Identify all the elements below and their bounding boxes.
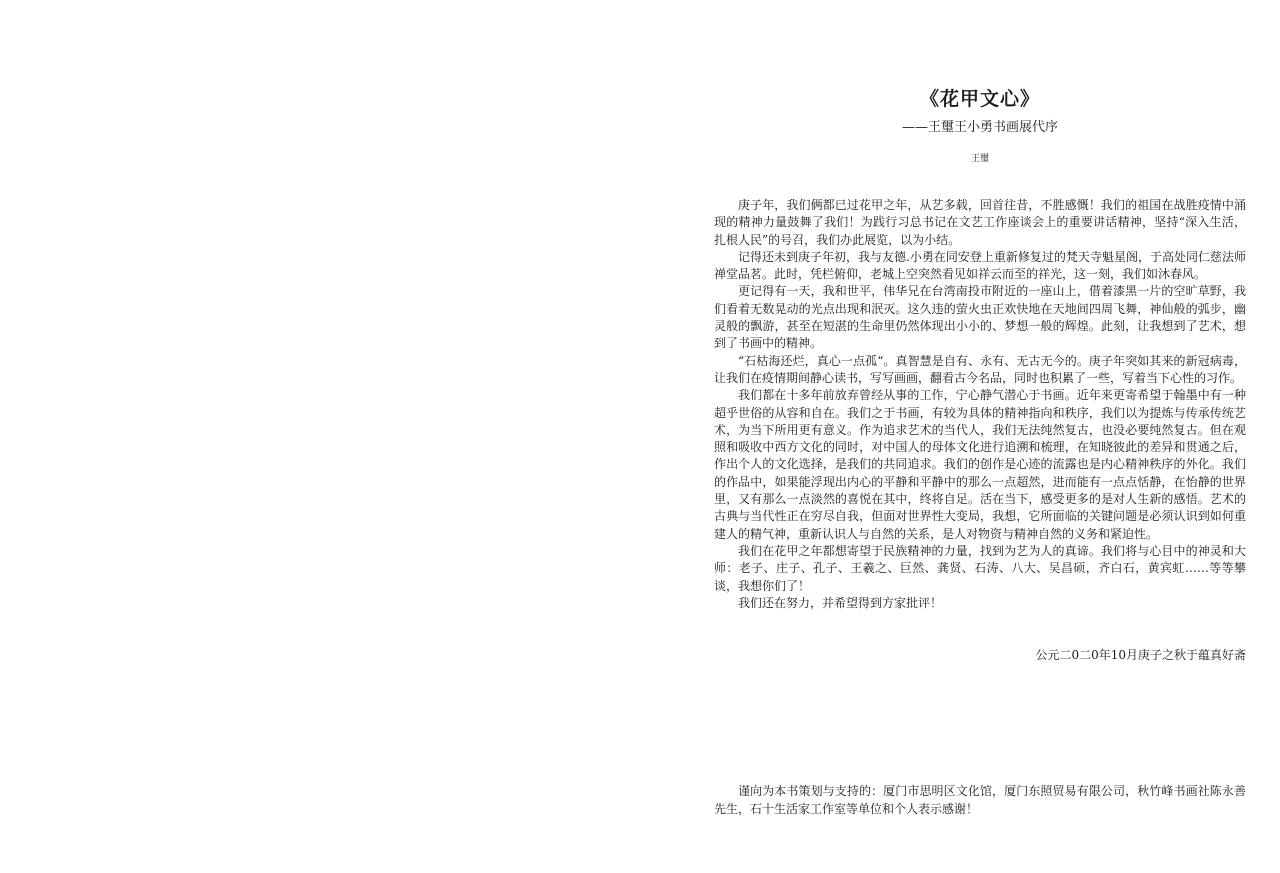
date-signature: 公元二0二0年10月庚子之秋于蕴真好斋 bbox=[1035, 648, 1246, 662]
document-subtitle: ——王璽王小勇书画展代序 bbox=[901, 120, 1058, 135]
author-name: 王璽 bbox=[970, 154, 989, 164]
paragraph: 记得还未到庚子年初，我与友德.小勇在同安登上重新修复过的梵天寺魁星阁，于高处同仁慈法师禅堂品茗。此时，凭栏俯仰，老城上空突然看见如祥云而至的祥光，这一刻，我们如沐春风。 bbox=[714, 249, 1246, 282]
right-page bbox=[714, 0, 1246, 873]
paragraph: 更记得有一天，我和世平，伟华兄在台湾南投市附近的一座山上，借着漆黑一片的空旷草野，我们看着无数晃动的光点出现和泯灭。这久违的萤火虫正欢快地在天地间四周飞舞，神仙般的弧步，幽灵般的飘游，甚至在短湛的生命里仍然体现出小小的、梦想一般的辉煌。此刻，让我想到了艺术，想到了书画中的精神。 bbox=[714, 284, 1246, 351]
paragraph: 我们都在十多年前放弃曾经从事的工作，宁心静气潜心于书画。近年来更寄希望于翰墨中有一种超乎世俗的从容和自在。我们之于书画，有较为具体的精神指向和秩序，我们以为提炼与传承传统艺术，为当下所用更有意义。作为追求艺术的当代人，我们无法纯然复古，也没必要纯然复古。但在观照和吸收中西方文化的同时，对中国人的母体文化进行追溯和梳理，在知晓彼此的差异和贯通之后，作出个人的文化选择，是我们的共同追求。我们的创作是心迹的流露也是内心精神秩序的外化。我们的作品中，如果能浮现出内心的平静和平静中的那么一点超然，进而能有一点点恬静，在怡静的世界里，又有那么一点淡然的喜悦在其中，终将自足。活在当下，感受更多的是对人生新的感悟。艺术的古典与当代性正在穷尽自我，但面对世界性大变局，我想，它所面临的关键问题是必须认识到如何重建人的精气神，重新认识人与自然的关系，是人对物资与精神自然的义务和紧迫性。 bbox=[714, 388, 1246, 541]
paragraph: 我们还在努力，并希望得到方家批评！ bbox=[738, 595, 943, 610]
preface-body bbox=[714, 197, 1246, 612]
paragraph: 我们在花甲之年都想寄望于民族精神的力量，找到为艺为人的真谛。我们将与心目中的神灵和大师：老子、庄子、孔子、王羲之、巨然、龚贤、石涛、八大、吴昌硕，齐白石，黄宾虹……等等攀谈，我想你们了！ bbox=[714, 543, 1246, 593]
paragraph: 庚子年，我们俩都已过花甲之年，从艺多载，回首往昔，不胜感慨！我们的祖国在战胜疫情中涌现的精神力量鼓舞了我们！为践行习总书记在文艺工作座谈会上的重要讲话精神，坚持“深入生活，扎根人民”的号召，我们办此展览，以为小结。 bbox=[714, 198, 1246, 247]
paragraph: “石枯海还烂，真心一点孤“。真智慧是自有、永有、无古无今的。庚子年突如其来的新冠病毒，让我们在疫情期间静心读书，写写画画，翻看古今名品，同时也积累了一些，写着当下心性的习作。 bbox=[714, 353, 1246, 385]
acknowledgement: 谨向为本书策划与支持的：厦门市思明区文化馆，厦门东照贸易有限公司，秋竹峰书画社陈永善先生，石十生活家工作室等单位和个人表示感谢！ bbox=[714, 784, 1246, 816]
document-title: 《花甲文心》 bbox=[919, 88, 1040, 110]
